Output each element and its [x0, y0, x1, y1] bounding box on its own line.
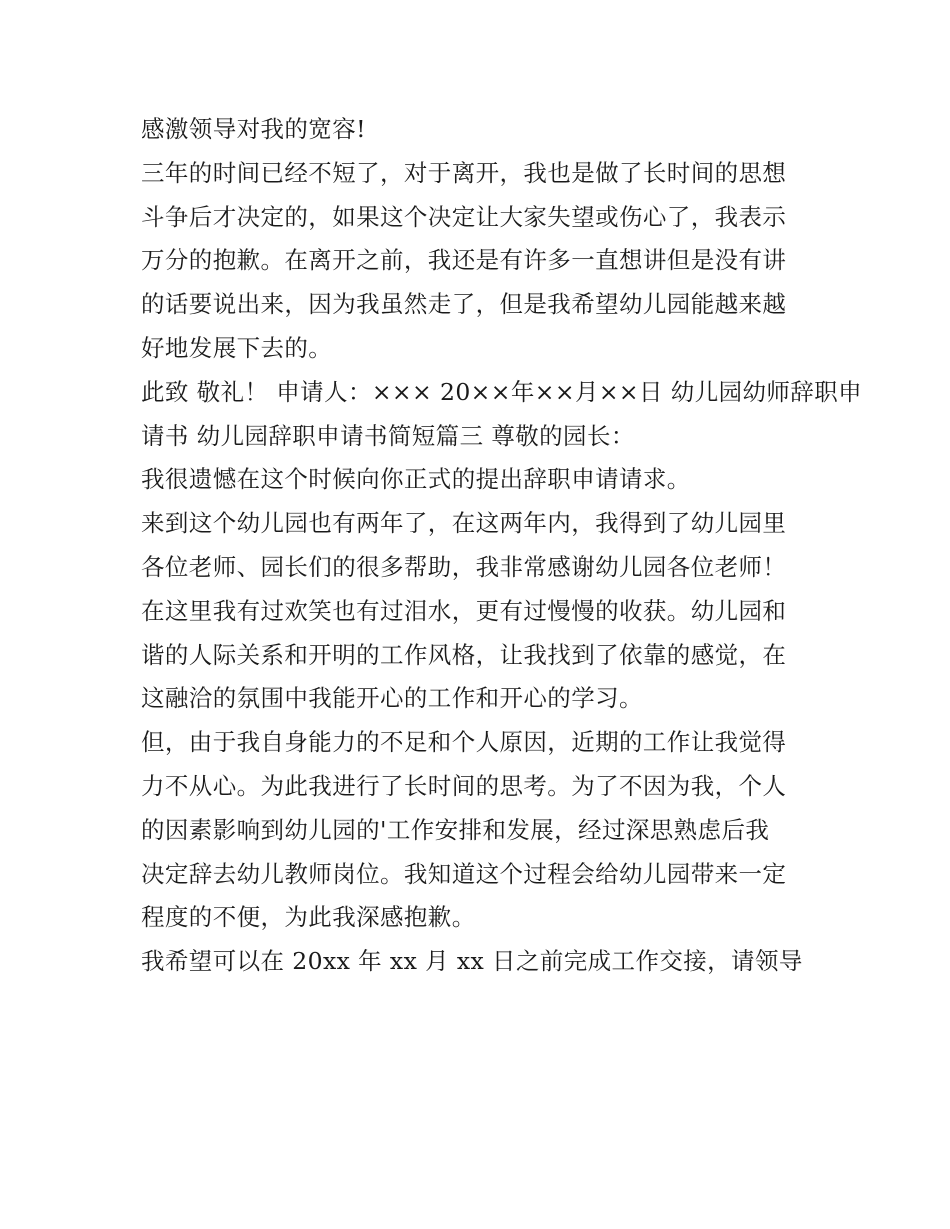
text-line: 这融洽的氛围中我能开心的工作和开心的学习。 — [141, 684, 643, 713]
text-line: 但，由于我自身能力的不足和个人原因，近期的工作让我觉得 — [141, 728, 787, 757]
text-line: 决定辞去幼儿教师岗位。我知道这个过程会给幼儿园带来一定 — [141, 859, 787, 888]
text-line: 我很遗憾在这个时候向你正式的提出辞职申请请求。 — [141, 465, 691, 494]
paragraph-gratitude — [141, 108, 821, 152]
text-line: 力不从心。为此我进行了长时间的思考。为了不因为我，个人 — [141, 771, 787, 800]
text-line: 各位老师、园长们的很多帮助，我非常感谢幼儿园各位老师！ — [141, 552, 787, 581]
paragraph-handover — [141, 940, 821, 984]
text-line: 三年的时间已经不短了，对于离开，我也是做了长时间的思想 — [141, 158, 787, 187]
paragraph-two-years — [141, 502, 821, 721]
paragraph-regret — [141, 458, 821, 502]
text-line: 的因素影响到幼儿园的'工作安排和发展，经过深思熟虑后我 — [141, 815, 770, 844]
text-line: 在这里我有过欢笑也有过泪水，更有过慢慢的收获。幼儿园和 — [141, 596, 787, 625]
text-line: 好地发展下去的。 — [141, 333, 333, 362]
text-line: 感激领导对我的宽容! — [141, 115, 366, 143]
paragraph-reasons — [141, 721, 821, 940]
text-line: 程度的不便，为此我深感抱歉。 — [141, 903, 476, 932]
text-line: 谐的人际关系和开明的工作风格，让我找到了依靠的感觉，在 — [141, 640, 787, 669]
text-line: 的话要说出来，因为我虽然走了，但是我希望幼儿园能越来越 — [141, 290, 787, 319]
text-line: 斗争后才决定的，如果这个决定让大家失望或伤心了，我表示 — [141, 202, 787, 231]
text-line: 万分的抱歉。在离开之前，我还是有许多一直想讲但是没有讲 — [141, 246, 787, 275]
text-line: 来到这个幼儿园也有两年了，在这两年内，我得到了幼儿园里 — [141, 509, 787, 538]
text-line: 我希望可以在 20xx 年 xx 月 xx 日之前完成工作交接，请领导 — [141, 947, 803, 976]
text-line: 此致 敬礼！ 申请人：××× 20××年××月××日 幼儿园幼师辞职申 — [141, 377, 862, 406]
document-body — [141, 108, 862, 984]
paragraph-three-years — [141, 152, 821, 371]
paragraph-closing-and-heading — [141, 371, 862, 459]
text-line: 请书 幼儿园辞职申请书简短篇三 尊敬的园长： — [141, 421, 635, 450]
